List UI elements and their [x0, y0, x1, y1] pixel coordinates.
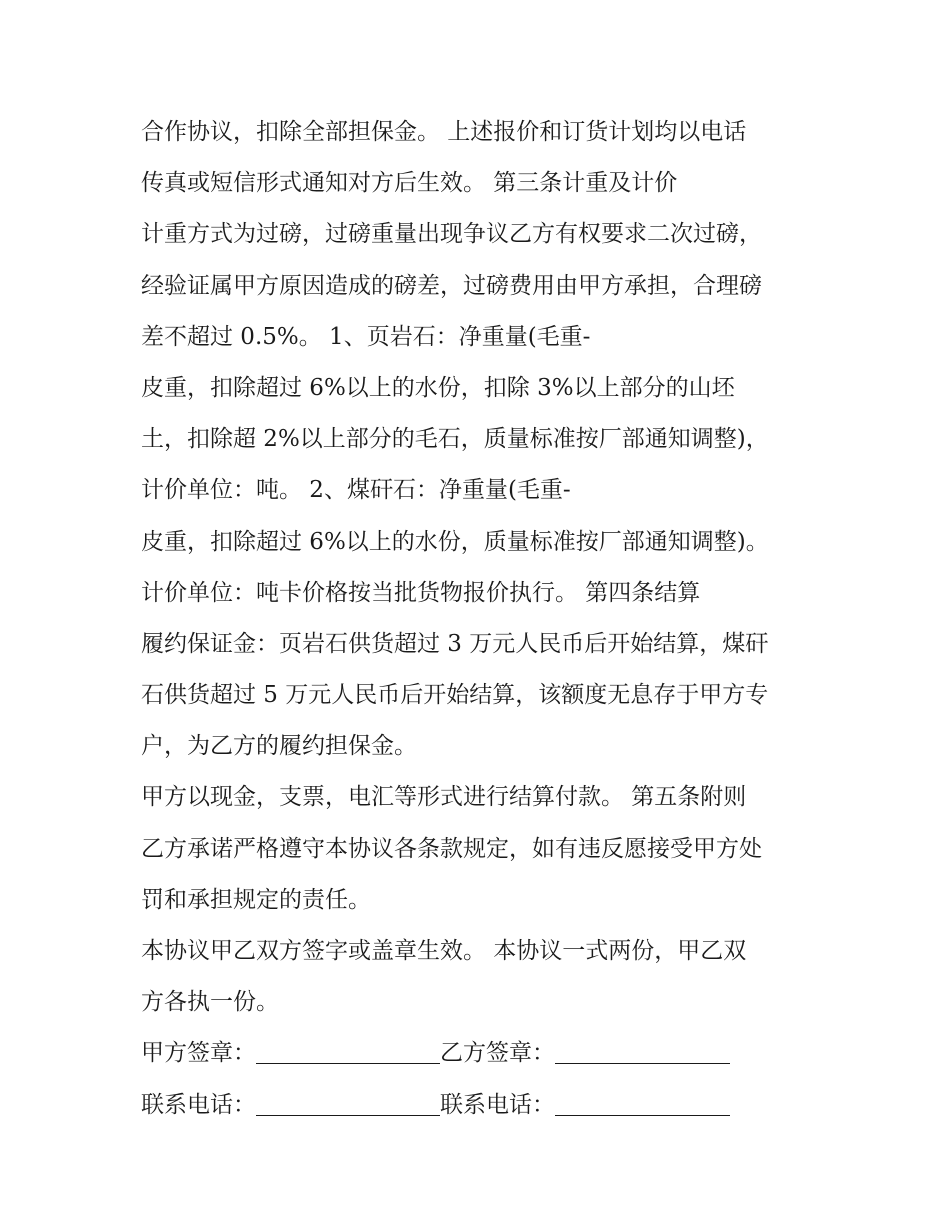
signature-phone-row	[141, 1080, 831, 1131]
party-b-phone-label: 联系电话：	[440, 1091, 555, 1118]
text-line: 履约保证金：页岩石供货超过 3 万元人民币后开始结算，煤矸	[141, 630, 769, 657]
party-a-seal-blank	[256, 1045, 440, 1064]
paragraph-pricing-unit	[141, 568, 831, 619]
party-a-seal-label: 甲方签章：	[141, 1040, 256, 1067]
party-b-phone-blank	[555, 1097, 730, 1116]
paragraph-gangue-deductions	[141, 517, 831, 568]
party-a-phone-blank	[256, 1097, 440, 1116]
text-line: 皮重，扣除超过 6%以上的水份，质量标准按厂部通知调整)。	[141, 528, 769, 555]
text-line: 计重方式为过磅，过磅重量出现争议乙方有权要求二次过磅，	[141, 221, 762, 248]
party-b-seal-label: 乙方签章：	[440, 1040, 555, 1067]
text-line: 合作协议，扣除全部担保金。 上述报价和订货计划均以电话	[141, 119, 747, 145]
paragraph-performance-bond	[141, 619, 831, 773]
text-line: 差不超过 0.5%。 1、页岩石：净重量(毛重-	[141, 323, 591, 350]
paragraph-shale-deductions	[141, 363, 831, 517]
text-line: 计价单位：吨。 2、煤矸石：净重量(毛重-	[141, 477, 571, 504]
document-body	[141, 107, 831, 1131]
text-line: 本协议甲乙双方签字或盖章生效。 本协议一式两份，甲乙双	[141, 938, 747, 964]
paragraph-effectiveness	[141, 926, 831, 1028]
party-b-seal-blank	[555, 1045, 730, 1064]
paragraph-quote-notice	[141, 107, 831, 209]
text-line: 方各执一份。	[141, 989, 279, 1016]
text-line: 经验证属甲方原因造成的磅差，过磅费用由甲方承担，合理磅	[141, 272, 762, 299]
text-line: 户，为乙方的履约担保金。	[141, 733, 417, 760]
text-line: 土，扣除超 2%以上部分的毛石，质量标准按厂部通知调整)，	[141, 426, 769, 453]
text-line: 甲方以现金，支票，电汇等形式进行结算付款。 第五条附则	[141, 784, 747, 811]
text-line: 乙方承诺严格遵守本协议各条款规定，如有违反愿接受甲方处	[141, 835, 762, 862]
text-line: 计价单位：吨卡价格按当批货物报价执行。 第四条结算	[141, 579, 701, 606]
text-line: 石供货超过 5 万元人民币后开始结算，该额度无息存于甲方专	[141, 682, 769, 709]
paragraph-weighing-method	[141, 209, 831, 363]
text-line: 传真或短信形式通知对方后生效。 第三条计重及计价	[141, 170, 678, 197]
signature-seal-row	[141, 1028, 831, 1079]
paragraph-payment-methods	[141, 772, 831, 823]
paragraph-party-b-commitment	[141, 824, 831, 926]
party-a-phone-label: 联系电话：	[141, 1091, 256, 1118]
text-line: 皮重，扣除超过 6%以上的水份，扣除 3%以上部分的山坯	[141, 374, 735, 401]
text-line: 罚和承担规定的责任。	[141, 886, 371, 913]
